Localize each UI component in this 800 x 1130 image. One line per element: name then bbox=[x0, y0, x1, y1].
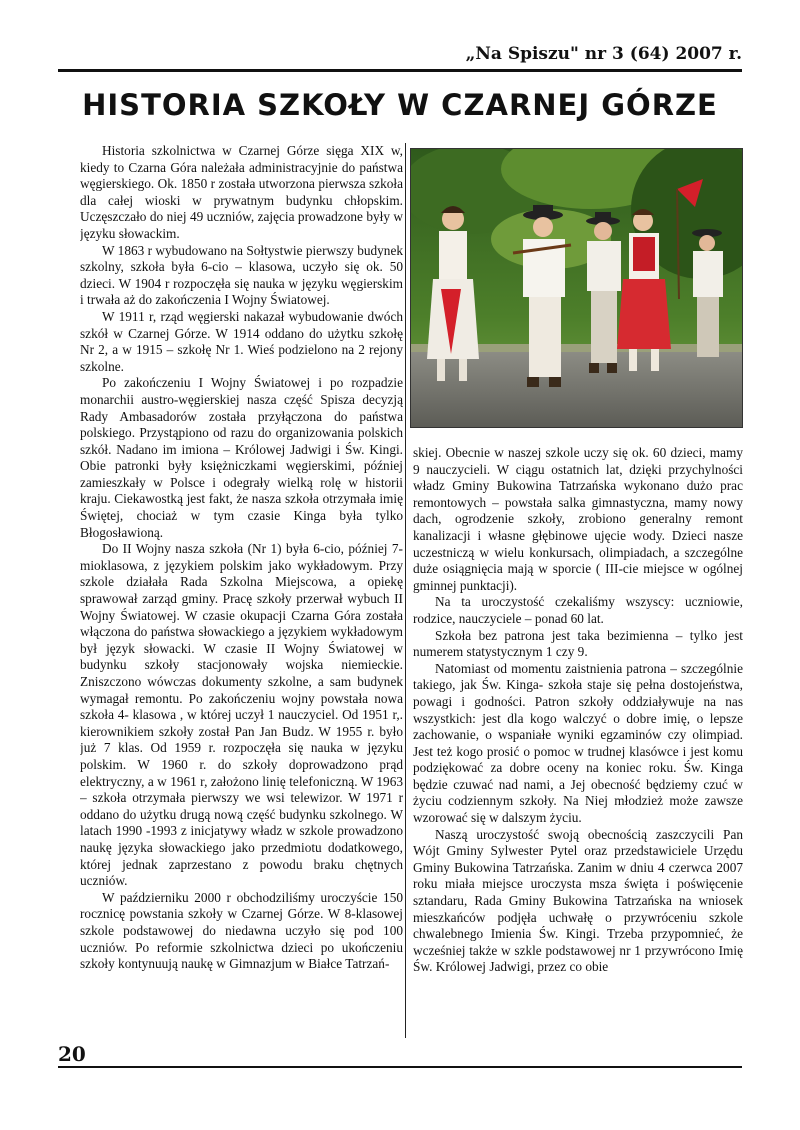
paragraph: W 1863 r wybudowano na Sołtystwie pierwszy budynek szkolny, szkoła była 6-cio – klasowa, uczyło się ok. 50 dzieci. W 1904 r rozpoczęła się nauka w języku węgierskim i trwała aż do zakończenia I Wojny Światowej. bbox=[80, 242, 403, 308]
photo-folk-musicians bbox=[411, 149, 743, 428]
header-rule bbox=[58, 69, 742, 72]
paragraph: W październiku 2000 r obchodziliśmy uroczyście 150 rocznicę powstania szkoły w Czarnej Górze. W 8-klasowej szkole podstawowej do niedawna uczyło się pod 100 uczniów. Po reformie szkolnictwa dzieci po ukończeniu szkoły kontynuują naukę w Gimnazjum w Białce Tatrzań- bbox=[80, 889, 403, 972]
paragraph: Po zakończeniu I Wojny Światowej i po rozpadzie monarchii austro-węgierskiej nasza część Spisza decyzją Rady Ambasadorów została przyłączona do państwa polskiego. Przystąpiono od razu do organizowania polskich szkół. Nadano im imiona – Królowej Jadwigi i Św. Kingi. Obie patronki były księżniczkami węgierskimi, później zamieszkały w Polsce i odegrały wielką rolę w historii kraju. Ciekawostką jest fakt, że nasza szkoła otrzymała imię Świętej, chociaż w tym czasie Kinga była tylko Błogosławioną. bbox=[80, 375, 403, 540]
article-photo bbox=[410, 148, 743, 428]
paragraph: Naszą uroczystość swoją obecnością zaszczycili Pan Wójt Gminy Sylwester Pytel oraz przedstawiciele Urzędu Gminy Bukowina Tatrzańska. Zanim w dniu 4 czerwca 2007 roku miała miejsce uroczysta msza święta i poświęcenie sztandaru, Rada Gminy Bukowina Tatrzańska na wniosek mieszkańców podjęła uchwałę o przywróceniu szkole chwalebnego Imienia Św. Kingi. Trzeba przypomnieć, że wcześniej także w szkle podstawowej nr 1 przywrócono Imię Św. Królowej Jadwigi, przez co obie bbox=[413, 826, 743, 975]
paragraph: Na ta uroczystość czekaliśmy wszyscy: uczniowie, rodzice, nauczyciele – ponad 60 lat. bbox=[413, 594, 743, 626]
paragraph: W 1911 r, rząd węgierski nakazał wybudowanie dwóch szkół w Czarnej Górze. W 1914 oddano do użytku szkołę Nr 2, a w 1915 – szkołę Nr 1. Wieś podzielono na 2 rejony szkolne. bbox=[80, 308, 403, 374]
publication-header: „Na Spiszu" nr 3 (64) 2007 r. bbox=[465, 44, 742, 64]
paragraph: Natomiast od momentu zaistnienia patrona – szczególnie takiego, jak Św. Kinga- szkoła staje się pełna dostojeństwa, powagi i godności. Patron szkoły oddziaływuje na nas wszystkich: jest dla kogo walczyć o dobre imię, o lepsze zachowanie, o wspaniałe wyniki egzaminów czy olimpiad. Jest też kogo prosić o pomoc w trudnej klasówce i jest komu podziękować za dobre oceny na koniec roku. Św. Kinga będzie czuwać nad nami, a Jej obecność będziemy czuć w życiu codziennym szkoły. Na Niej młodzież może zawsze wzorować się w dalszym życiu. bbox=[413, 660, 743, 826]
paragraph: Historia szkolnictwa w Czarnej Górze sięga XIX w, kiedy to Czarna Góra należała administracyjnie do państwa węgierskiego. Ok. 1850 r została utworzona pierwsza szkoła dla całej wioski w prywatnym budynku chłopskim. Uczęszczało do niej 49 uczniów, zajęcia prowadzone były w języku słowackim. bbox=[80, 143, 403, 241]
article-column-right bbox=[413, 445, 743, 1039]
paragraph: Szkoła bez patrona jest taka bezimienna – tylko jest numerem statystycznym 1 czy 9. bbox=[413, 627, 743, 660]
paragraph: Do II Wojny nasza szkoła (Nr 1) była 6-cio, później 7-mioklasowa, z językiem polskim jako wykładowym. Przy szkole działała Rada Szkolna Miejscowa, a opiekę sprawował zarząd gminy. Pracę szkoły przerwał wybuch II Wojny Światowej. W czasie okupacji Czarna Góra została włączona do państwa słowackiego a językiem wykładowym był język słowacki. W czasie II Wojny Światowej w budynku szkoły stacjonowały wojska niemieckie. Zniszczono wówczas dokumenty szkolne, a sam budynek wymagał remontu. Po zakończeniu wojny powstała nowa szkoła 4- klasowa , w której uczył 1 nauczyciel. Od 1951 r,. kierownikiem szkoły został Pan Jan Budz. W 1955 r. było już 7 klas. Od 1959 r. rozpoczęła się nauka w języku polskim. W 1960 r. do szkoły doprowadzono prąd elektryczny, a w 1961 r, założono linię telefoniczną. W 1963 – szkoła otrzymała pierwszy we wsi telewizor. W 1971 r oddano do użytku drugą nową część budynku szkolnego. W latach 1990 -1993 z inicjatywy władz w szkole prowadzono naukę języka słowackiego jako przedmiotu dodatkowego, której jednak zaprzestano z powodu braku chętnych uczniów. bbox=[80, 541, 403, 889]
footer-rule bbox=[58, 1066, 742, 1068]
article-column-left bbox=[80, 143, 403, 1039]
paragraph: skiej. Obecnie w naszej szkole uczy się ok. 60 dzieci, mamy 9 nauczycieli. W ciągu ostatnich lat, dzięki przychylności władz Gminy Bukowina Tatrzańska wykonano dużo prac remontowych – powstała salka gimnastyczna, mamy nowy dach, ogrodzenie szkoły, zrobiono generalny remont kanalizacji i własne głębinowe ujęcie wody. Dzieci nasze uczestniczą w wielu konkursach, olimpiadach, a szczególne duże osiągnięcia mają w sporcie ( III-cie miejsce w ogólnej gminnej punktacji). bbox=[413, 445, 743, 593]
column-divider bbox=[405, 143, 406, 1038]
page-number: 20 bbox=[58, 1042, 86, 1066]
article-title: HISTORIA SZKOŁY W CZARNEJ GÓRZE bbox=[82, 88, 718, 122]
